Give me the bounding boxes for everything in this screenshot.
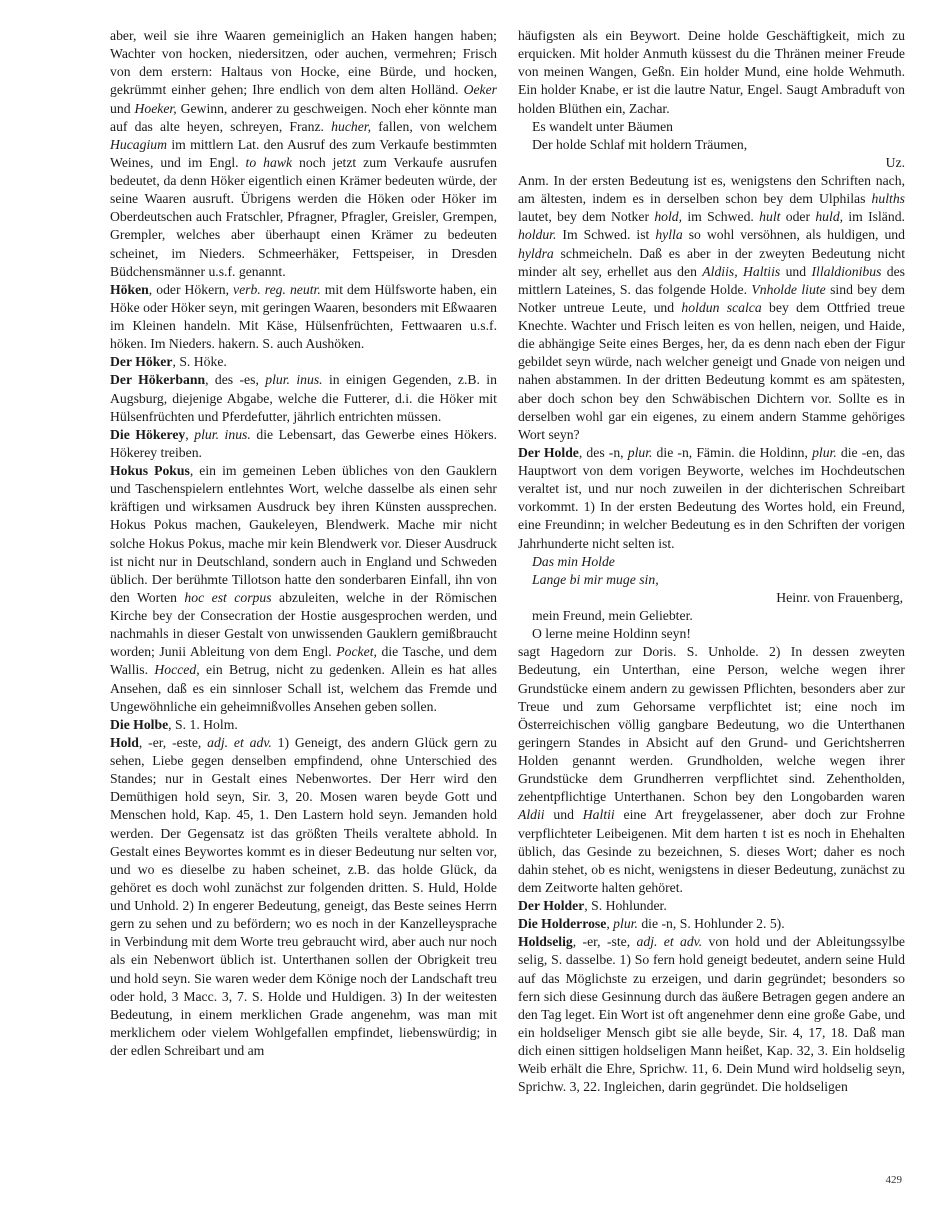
text-run: , S. 1. Holm. bbox=[168, 716, 238, 732]
text-run: die -en, das Hauptwort von dem vorigen Beyworte, welches im Hochdeutschen veraltet ist, und nur noch zuweilen in der dichterischen Schreibart vorkommt. 1) In der ersten Bedeutung des Wortes hold, ein Freund, eine Freundinn; in welcher Bedeutung es in den Schriften der vorigen Jahrhunderte nicht selten ist. bbox=[518, 444, 905, 551]
entry-paragraph bbox=[110, 353, 497, 371]
headword: Höken bbox=[110, 281, 149, 297]
italic-term: hult bbox=[759, 209, 781, 225]
text-run: , des -n, bbox=[578, 444, 628, 460]
text-run: des mittlern Lateines, S. das folgende Holde. bbox=[518, 263, 906, 297]
verse-line bbox=[518, 553, 905, 571]
verse-line bbox=[518, 118, 905, 136]
attribution bbox=[518, 154, 905, 172]
verse-line bbox=[518, 625, 905, 643]
text-run: Gewinn, anderer zu geschweigen. Noch eher könnte man auf das alte heyen, schreyen, Franz. bbox=[110, 100, 497, 134]
right-column bbox=[518, 27, 905, 1096]
italic-term: plur. bbox=[812, 444, 837, 460]
attribution bbox=[518, 589, 905, 607]
text-run: , bbox=[606, 916, 614, 932]
italic-term: to hawk bbox=[245, 154, 293, 170]
text-run: , S. Höke. bbox=[172, 354, 227, 370]
text-run: oder bbox=[780, 209, 816, 225]
text-run: in einigen Gegenden, z.B. in Augsburg, diejenige Abgabe, welche die Futterer, d.i. die Höker mit Hülsenfrüchten und Pferdefutter, jährlich entrichten müssen. bbox=[110, 372, 497, 424]
italic-term: holdun scalca bbox=[681, 299, 762, 315]
text-run: 1) Geneigt, des andern Glück gern zu sehen, Liebe gegen denselben empfindend, ohne Unterschied des Standes; nur in Gestalt eines Nebenwortes. Der Herr wird den Demüthigen hold seyn, Sir. 3, 20. Mosen waren beyde Gott und Menschen hold, Kap. 45, 1. Den Lastern hold seyn. Jemanden hold werden. Der Gegensatz ist das größten Theils veraltete abhold. In Gestalt eines Beywortes kommt es in dieser Bedeutung nur selten vor, und wo es dieselbe zu haben scheinet, z.B. das holde Glück, da gehöret es doch wohl zunächst zur folgenden dritten. S. Huld, Holde und Unhold. 2) In engerer Bedeutung, geneigt, das Beste seines Herrn gern zu sehen und zu befördern; wo es noch in der Kanzelleysprache in Verbindung mit dem Worte treu gebraucht wird, aber auch nur noch als ein Nebenwort üblich ist. Unterthanen sollen der Obrigkeit treu und hold seyn. Sie waren weder dem Könige noch der Landschaft treu oder hold, 3 Macc. 3, 7. S. Holde und Huldigen. 3) In der weitesten Bedeutung, in einem merklichen Grade angenehm, was man mit merklichem oder vielem Wohlgefallen empfindet, liebenswürdig; in der edlen Schreibart und am bbox=[110, 734, 497, 1058]
entry-paragraph bbox=[518, 27, 905, 118]
entry-paragraph bbox=[518, 172, 905, 444]
entry-paragraph bbox=[518, 915, 905, 933]
headword: Die Holbe bbox=[110, 716, 169, 732]
italic-term: plur. inus. bbox=[194, 426, 251, 442]
text-run: sagt Hagedorn zur Doris. S. Unholde. 2) In dessen zweyten Bedeutung, ein Unterthan, eine Person, welche wegen ihrer Grundstücke einem andern zu gewissen Pflichten, besonders aber zur Treue und zum Gehorsame verpflichtet ist; eine noch im Österreichischen völlig gangbare Bedeutung, wo die Unterthanen geringern Standes in Absicht auf den Grund- und Gerichtsherren Holden genannt werden. Grundholden, welche wegen ihrer Grundstücke dem Grundherren verpflichtet sind. Zehentholden, zehentpflichtige Unterthanen. Schon bey den Longobarden waren bbox=[518, 644, 905, 805]
text-run: im Schwed. bbox=[682, 209, 760, 225]
text-run: im Isländ. bbox=[843, 209, 905, 225]
text-run: und bbox=[110, 100, 135, 116]
headword: Hokus Pokus bbox=[110, 463, 190, 478]
entry-paragraph bbox=[110, 734, 497, 1060]
verse-line bbox=[518, 571, 905, 589]
text-run: ein Betrug, nicht zu gedenken. Allein es hat alles Ansehen, daß es ein sinnloser Schall ist, welchem das Fremde und Ungewöhnliche ein geheimnißvolles Ansehen geben sollen. bbox=[110, 662, 497, 714]
italic-term: Das min Holde bbox=[532, 553, 615, 569]
italic-term: hyldra bbox=[518, 245, 554, 261]
page-number: 429 bbox=[885, 1174, 902, 1186]
text-run: , oder Hökern, bbox=[148, 281, 234, 297]
text-run: die Tasche, und dem Wallis. bbox=[110, 644, 497, 678]
text-run: lautet, bey dem Notker bbox=[518, 209, 655, 225]
italic-term: holdur. bbox=[518, 227, 557, 243]
text-run: die -n, S. Hohlunder 2. 5). bbox=[637, 916, 785, 932]
text-run: Im Schwed. ist bbox=[556, 227, 656, 243]
entry-paragraph bbox=[110, 462, 497, 716]
text-run: , ein im gemeinen Leben übliches von den Gauklern und Taschenspielern entlehntes Wort, welche dasselbe als einen sehr kräftigen und wirksamen Ausdruck bey ihren Künsten aussprechen. Hokus Pokus machen, Gaukeleyen, Blendwerk. Mache mir nicht solche Hokus Pokus, mache mir kein Blendwerk vor. Dieser Ausdruck ist nicht nur in Deutschland, sondern auch in England und Schweden üblich. Der berühmte Tillotson hatte den sonderbaren Einfall, ihn von den Worten bbox=[110, 463, 497, 605]
text-run: aber, weil sie ihre Waaren gemeiniglich an Haken hangen haben; Wachter von hocken, niedersitzen, oder auchen, vermehren; Frisch von dem erstern: Haltaus von Hocke, eine Bürde, und hocken, gekrümmt einher gehen; Ihre endlich von dem alten Holländ. bbox=[110, 28, 497, 98]
text-run: so wohl versöhnen, als huldigen, und bbox=[682, 227, 905, 243]
entry-paragraph bbox=[110, 371, 497, 425]
text-run: die Lebensart, das Gewerbe eines Hökers. Hökerey treiben. bbox=[110, 426, 498, 460]
entry-paragraph bbox=[518, 444, 905, 553]
italic-term: plur. bbox=[613, 916, 638, 932]
italic-term: Hoeker, bbox=[134, 100, 177, 116]
italic-term: hucher, bbox=[331, 118, 372, 134]
text-run: O lerne meine Holdinn seyn! bbox=[532, 626, 691, 642]
headword: Holdselig bbox=[518, 934, 573, 950]
text-run: schmeicheln. Daß es aber in der zweyten Bedeutung nicht minder alt sey, erhellet aus den bbox=[518, 245, 905, 279]
text-run: im mittlern Lat. den Ausruf des zum Verkaufe bestimmten Weines, und im Engl. bbox=[110, 136, 497, 170]
text-run: mit dem Hülfsworte haben, ein Höke oder Höker seyn, mit geringen Waaren, besonders mit Eßwaaren im Kleinen handeln. Mit Käse, Hülsenfrüchten, Fettwaaren u.s.f. höken. Im Nieders. hakern. S. auch Aushöken. bbox=[110, 281, 497, 352]
italic-term: Pocket, bbox=[336, 644, 377, 660]
italic-term: huld, bbox=[815, 209, 844, 225]
entry-paragraph bbox=[110, 426, 497, 462]
text-run: , S. Hohlunder. bbox=[584, 898, 667, 913]
verse-line bbox=[518, 136, 905, 154]
italic-term: Hucagium bbox=[110, 136, 168, 152]
text-run: , des -es, bbox=[205, 372, 266, 388]
text-run: Es wandelt unter Bäumen bbox=[532, 118, 674, 134]
text-run: und bbox=[780, 263, 812, 279]
italic-term: adj. et adv. bbox=[207, 734, 272, 750]
headword: Die Hökerey bbox=[110, 426, 186, 442]
headword: Der Hökerbann bbox=[110, 372, 206, 388]
text-run: abzuleiten, welche in der Römischen Kirche bey der Consecration der Hostie ausgesprochen werden, und nachmahls in dieser Gestalt von unwissenden Gauklern gemißbraucht worden; Junii Ableitung von dem Engl. bbox=[110, 589, 497, 660]
text-run: , -er, -este, bbox=[138, 734, 208, 750]
text-run: häufigsten als ein Beywort. Deine holde Geschäftigkeit, mich zu erquicken. Mit holder Anmuth küssest du die Thränen meiner Freude von meinen Wangen, Geßn. Ein holder Mund, eine holde Wehmuth. Ein holder Knabe, er ist die lautre Natur, Engel. Saugt Ambraduft von holden Blüthen ein, Zachar. bbox=[518, 28, 905, 116]
italic-term: plur. inus. bbox=[265, 372, 323, 388]
text-run: , -er, -ste, bbox=[572, 934, 637, 950]
left-column bbox=[110, 27, 497, 1060]
entry-paragraph bbox=[110, 716, 497, 734]
italic-term: adj. et adv. bbox=[636, 934, 703, 950]
italic-term: Haltii bbox=[582, 807, 615, 823]
italic-term: hylla bbox=[655, 227, 683, 243]
italic-term: Oeker bbox=[463, 82, 497, 98]
headword: Der Höker bbox=[110, 354, 173, 370]
entry-paragraph bbox=[518, 897, 905, 915]
text-run: eine Art freygelassener, aber doch zur Frohne verpflichteter Leibeigenen. Mit dem harten t ist es noch in Ehehalten üblich, das Gesinde zu bezeichnen, S. dieses Wort; daher es noch dahin stehet, ob es nicht, wenigstens in dieser Bedeutung, zunächst zu dem Zeitworte halten gehöret. bbox=[518, 807, 905, 895]
italic-term: hulths bbox=[871, 191, 905, 207]
entry-paragraph bbox=[518, 643, 905, 897]
text-run: noch jetzt zum Verkaufe ausrufen bedeutet, da denn Höker eigentlich einen Krämer bedeuten würde, der seine Waaren ausruft. Übrigens werden die Höken oder Höker im Oberdeutschen auch Fratschler, Pfragner, Pfragler, Greisler, Grempen, Grempler, welches aber überhaupt einen Krämer zu bedeuten scheinet, im Nieders. Schmeerhäker, Fettspeiser, in Dresden Büdchensmänner u.s.f. genannt. bbox=[110, 154, 497, 279]
italic-term: Illaldionibus bbox=[811, 263, 882, 279]
verse-line bbox=[518, 607, 905, 625]
text-run: von hold und der Ableitungssylbe selig, S. dasselbe. 1) So fern hold geneigt bedeutet, andern seine Huld auf das Möglichste zu erzeigen, und darin gegründet; besonders so fern sich diese Gesinnung durch das äußere Betragen gegen andere an den Tag leget. Ein Wort ist oft angenehmer denn eine große Gabe, und ein holdseliger Mensch gibt sie alle beyde, Sir. 4, 17, 18. Daß man dich einen sittigen holdseligen Mann heißet, Kap. 32, 3. Ein holdselig Weib erhält die Ehre, Sprichw. 11, 6. Dein Mund wird holdselig seyn, Sprichw. 3, 22. Ingleichen, darin gegründet. Die holdseligen bbox=[518, 934, 906, 1095]
text-run: Der holde Schlaf mit holdern Träumen, bbox=[532, 136, 748, 152]
text-run: Anm. In der ersten Bedeutung ist es, wenigstens den Schriften nach, am ältesten, indem es in derselben schon bey dem Ulphilas bbox=[518, 173, 905, 207]
italic-term: Lange bi mir muge sin, bbox=[532, 571, 659, 587]
headword: Der Holder bbox=[518, 898, 585, 913]
entry-paragraph bbox=[110, 281, 497, 354]
italic-term: Vnholde liute bbox=[751, 281, 826, 297]
headword: Hold bbox=[110, 734, 139, 750]
italic-term: Aldiis, Haltiis bbox=[702, 263, 781, 279]
text-run: , bbox=[185, 426, 195, 442]
text-run: fallen, von welchem bbox=[371, 118, 498, 134]
italic-term: hold, bbox=[654, 209, 683, 225]
italic-term: Hocced, bbox=[154, 662, 200, 678]
entry-paragraph bbox=[110, 27, 497, 281]
italic-term: hoc est corpus bbox=[184, 589, 272, 605]
italic-term: verb. reg. neutr. bbox=[233, 281, 321, 297]
entry-paragraph bbox=[518, 933, 905, 1096]
text-run: und bbox=[544, 807, 583, 823]
text-run: bey dem Ottfried treue Knechte. Wachter und Frisch leiten es von hellen, neigen, und Haide, die abhängige Seite eines Berges, her, da es denn nach eben der Figur gebildet seyn würde, nach welcher geneigt und Gnade von neigen und nahen abstammen. In der dritten Bedeutung kommt es am spätesten, aber doch schon bey den Schwäbischen Dichtern vor. Sollte es in derselben wohl gar ein eigenes, zu einem andern Stamme gehöriges Wort seyn? bbox=[518, 299, 905, 442]
headword: Der Holde bbox=[518, 444, 579, 460]
text-run: sind bey dem Notker untreue Leute, und bbox=[518, 281, 905, 315]
text-run: Heinr. von Frauenberg, bbox=[776, 589, 903, 605]
headword: Die Holderrose bbox=[518, 916, 607, 932]
text-run: mein Freund, mein Geliebter. bbox=[532, 608, 693, 623]
italic-term: Aldii bbox=[518, 807, 545, 823]
text-run: Uz. bbox=[885, 154, 905, 170]
italic-term: plur. bbox=[627, 444, 653, 460]
text-run: die -n, Fämin. die Holdinn, bbox=[652, 444, 813, 460]
